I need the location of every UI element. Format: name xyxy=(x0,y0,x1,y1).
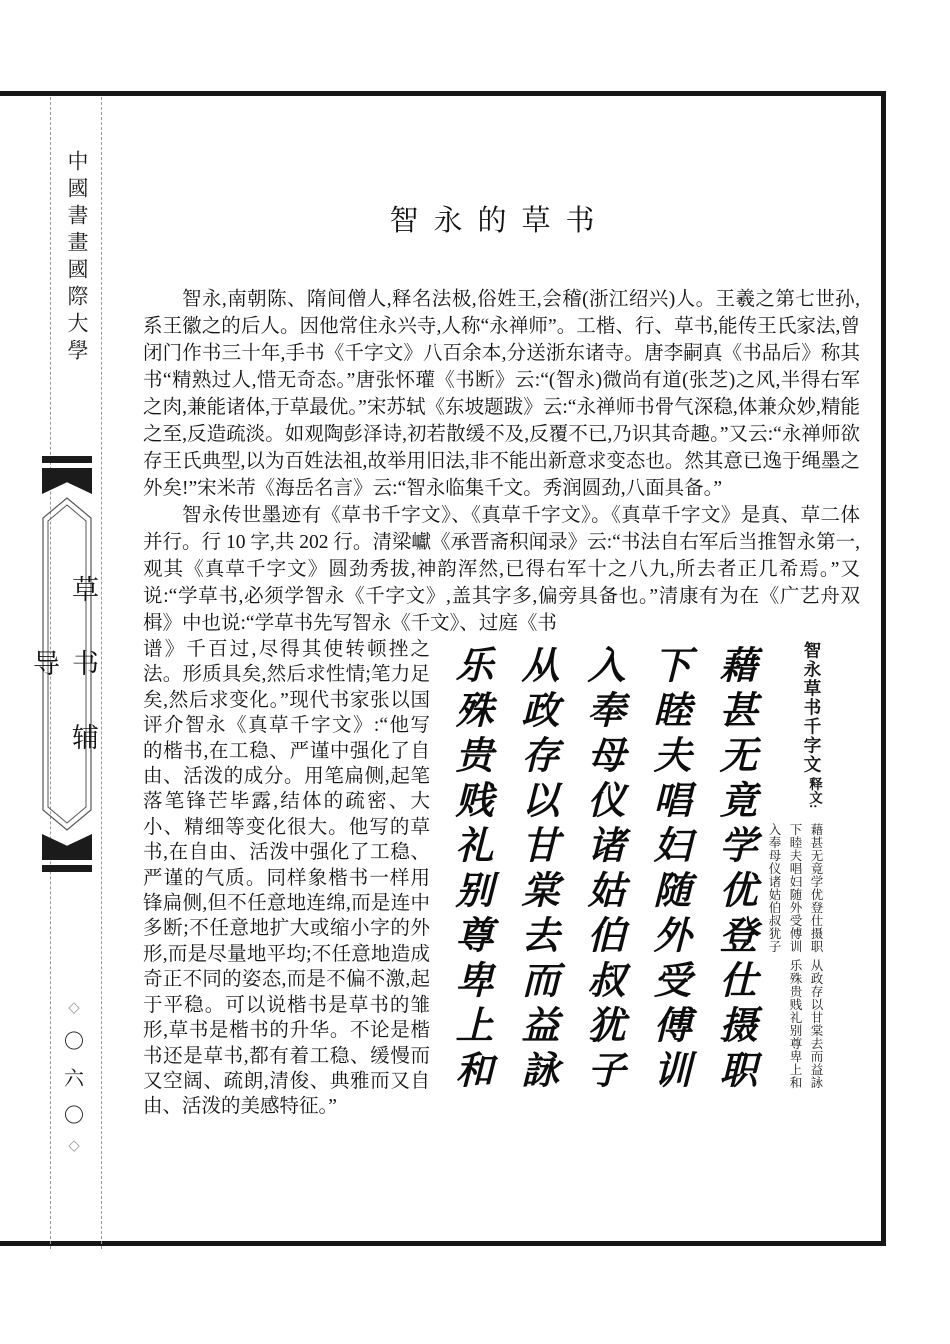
paragraph-1: 智永,南朝陈、隋间僧人,释名法极,俗姓王,会稽(浙江绍兴)人。王羲之第七世孙,系王徽之的后人。因他常住永兴寺,人称“永禅师”。工楷、行、草书,能传王氏家法,曾闭门作书三十年,手书《千字文》八百余本,分送浙东诸寺。唐李嗣真《书品后》称其书“精熟过人,惜无奇态。”唐张怀瓘《书断》云:“(智永)微尚有道(张芝)之风,半得右军之肉,兼能诸体,于草最优。”宋苏轼《东坡题跋》云:“永禅师书骨气深稳,体兼众妙,精能之至,反造疏淡。如观陶彭泽诗,初若散缓不及,反覆不已,乃识其奇趣。”又云:“永禅师欲存王氏典型,以为百姓法祖,故举用旧法,非不能出新意求变态也。然其意已逸于绳墨之外矣!”宋米芾《海岳名言》云:“智永临集千文。秀润圆劲,八面具备。” xyxy=(143,289,860,499)
banner-series-title: 草书辅导 xyxy=(29,575,98,797)
page-number-ornament-bottom-icon: ◇ xyxy=(68,1138,80,1154)
calligraphy-column: 乐殊贵贱礼别尊卑上和 xyxy=(449,645,494,1095)
university-spine-title: 中國書畫國際大學 xyxy=(65,150,89,366)
figure-caption-title: 智永草书千字文 xyxy=(802,641,822,774)
figure-caption-label: 释文: xyxy=(807,777,822,809)
calligraphy-column: 藉甚无竟学优登仕摄职 xyxy=(713,645,758,1095)
calligraphy-figure xyxy=(430,637,860,1121)
page-number-digit: 〇 xyxy=(64,1105,84,1127)
calligraphy-column: 从政存以甘棠去而益詠 xyxy=(515,645,560,1095)
page-number-ornament-top-icon: ◇ xyxy=(68,1000,80,1016)
banner-ribbon-bottom-icon xyxy=(42,834,92,860)
series-banner xyxy=(29,456,98,872)
page-number-digit: 六 xyxy=(64,1068,84,1090)
caption-transcription-line: 乐殊贵贱礼别尊卑上和 xyxy=(788,959,802,1089)
page-number xyxy=(59,998,89,1155)
paragraph-2: 智永传世墨迹有《草书千字文》、《真草千字文》。《真草千字文》是真、草二体并行。行 10 字,共 202 行。清梁巘《承晋斋积闻录》云:“书法自右军后当推智永第一,观其《真草千字文》圆劲秀拔,神韵浑然,已得右军十之八九,所去者正几希焉。”又说:“学草书,必须学智永《千字文》,盖其字多,偏旁具备也。”清康有为在《广艺舟双楫》中也说:“学草书先写智永《千文》、过庭《书 xyxy=(143,505,860,634)
article-title: 智永的草书 xyxy=(389,205,610,237)
banner-frame xyxy=(29,497,98,831)
caption-transcription-line: 入奉母仪诸姑伯叔犹子 xyxy=(767,823,781,953)
article-body xyxy=(143,286,860,1121)
text-and-figure-region xyxy=(143,637,860,1121)
calligraphy-plate xyxy=(438,645,768,1111)
banner-ribbon-top-icon xyxy=(42,468,92,494)
caption-transcription-line: 藉甚无竟学优登仕摄职 xyxy=(809,823,823,953)
calligraphy-column: 入奉母仪诸姑伯叔犹子 xyxy=(581,645,626,1095)
caption-transcription-line: 从政存以甘棠去而益詠 xyxy=(809,959,823,1089)
banner-bar-bottom xyxy=(42,865,92,872)
banner-bar-top xyxy=(42,456,92,463)
calligraphy-column: 下睦夫唱妇随外受傅训 xyxy=(647,645,692,1095)
page-number-digit: 〇 xyxy=(64,1031,84,1053)
narrow-text-column: 谱》千百过,尽得其使转顿挫之法。形质具矣,然后求性情;笔力足矣,然后求变化。”现代书家张以国评介智永《真草千字文》:“他写的楷书,在工稳、严谨中强化了自由、活泼的成分。用笔扁侧,起笔落笔锋芒毕露,结体的疏密、大小、精细等变化很大。他写的草书,在自由、活泼中强化了工稳、严谨的气质。同样象楷书一样用锋扁侧,但不任意地连绵,而是连中多断;不任意地扩大或缩小字的外形,而是尽量地平均;不任意地造成奇正不同的姿态,而是不偏不激,起于平稳。可以说楷书是草书的雏形,草书是楷书的升华。不论是楷书还是草书,都有着工稳、缓慢而又空阔、疏朗,清俊、典雅而又自由、活泼的美感特征。” xyxy=(143,639,430,1118)
caption-transcription-line: 下睦夫唱妇随外受傅训 xyxy=(788,823,802,953)
